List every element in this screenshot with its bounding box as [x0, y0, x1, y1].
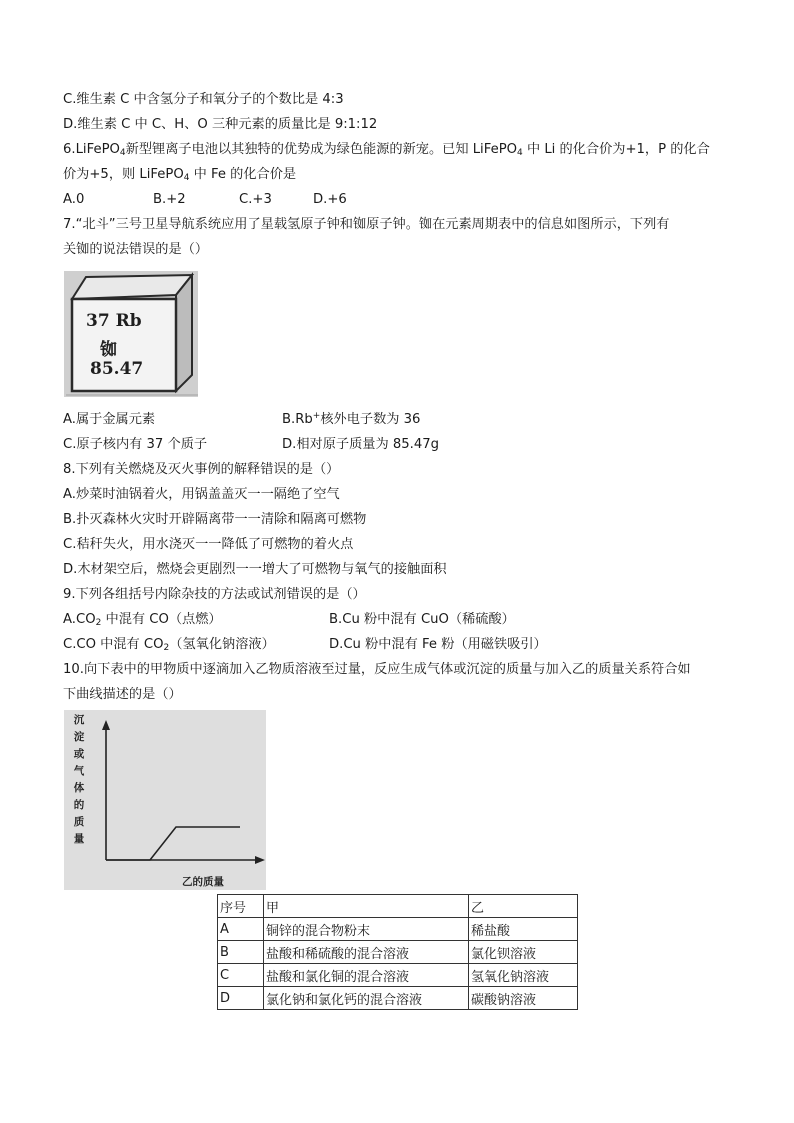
table-header-row [218, 895, 578, 918]
table-row [218, 964, 578, 987]
table-header-cell: 甲 [264, 895, 469, 918]
table-row [218, 987, 578, 1010]
q8-option-d: D.木材架空后，燃烧会更剧烈一一增大了可燃物与氧气的接触面积 [63, 562, 447, 577]
q10-stem-line1: 10.向下表中的甲物质中逐滴加入乙物质溶液至过量，反应生成气体或沉淀的质量与加入乙的质量关系符合如 [63, 662, 691, 677]
q9-stem: 9.下列各组括号内除杂技的方法或试剂错误的是（） [63, 587, 366, 602]
q8-stem: 8.下列有关燃烧及灭火事例的解释错误的是（） [63, 462, 340, 477]
element-name: 铷 [100, 340, 117, 360]
q9-option-d: D.Cu 粉中混有 Fe 粉（用磁铁吸引） [329, 637, 547, 652]
q10-stem-line2: 下曲线描述的是（） [63, 687, 182, 702]
table-row [218, 918, 578, 941]
q8-option-c: C.秸秆失火，用水浇灭一一降低了可燃物的着火点 [63, 537, 354, 552]
table-cell: 盐酸和稀硫酸的混合溶液 [264, 941, 469, 964]
q9-option-c: C.CO 中混有 $CO_2$（氢氧化钠溶液） [63, 637, 275, 653]
q7-options-row2 [63, 435, 439, 455]
table-cell: 铜锌的混合物粉末 [264, 918, 469, 941]
table-cell: 盐酸和氯化铜的混合溶液 [264, 964, 469, 987]
rubidium-element-image [64, 271, 198, 397]
q8-option-a: A.炒菜时油锅着火，用锅盖盖灭一一隔绝了空气 [63, 487, 340, 502]
q6-option-d: D.+6 [313, 192, 347, 207]
table-header-cell: 乙 [469, 895, 578, 918]
table-cell: 氯化钡溶液 [469, 941, 578, 964]
y-axis-label: 沉 淀 或 气 体 的 质 量 [73, 714, 85, 845]
q7-option-d: D.相对原子质量为 85.47g [282, 437, 439, 452]
q6-option-a: A.0 [63, 192, 85, 207]
table-cell: 稀盐酸 [469, 918, 578, 941]
curve-line [106, 827, 240, 860]
table-cell: C [218, 964, 264, 987]
table-cell: 氯化钠和氯化钙的混合溶液 [264, 987, 469, 1010]
q9-options-row2 [63, 635, 547, 655]
reagent-table [217, 894, 578, 1010]
q9-options-row1 [63, 610, 515, 630]
q6-stem-line1: 6.LiFePO$_4$新型锂离子电池以其独特的优势成为绿色能源的新宠。已知 LiFePO$_4$ 中 Li 的化合价为+1，P 的化合 [63, 142, 710, 158]
x-axis-arrow [255, 856, 265, 864]
q7-stem-line2: 关铷的说法错误的是（） [63, 242, 209, 257]
reaction-curve-image [64, 710, 266, 890]
table-cell: D [218, 987, 264, 1010]
q7-stem-line1: 7.“北斗”三号卫星导航系统应用了星载氢原子钟和铷原子钟。铷在元素周期表中的信息如图所示，下列有 [63, 217, 670, 232]
q7-option-c: C.原子核内有 37 个质子 [63, 437, 208, 452]
q6-option-b: B.+2 [153, 192, 186, 207]
element-atomic-mass: 85.47 [90, 359, 144, 379]
q9-option-a: $A.CO_2$ 中混有 CO（点燃） [63, 612, 222, 628]
q5-option-c: C.维生素 C 中含氢分子和氧分子的个数比是 4:3 [63, 92, 344, 107]
y-axis-arrow [102, 720, 110, 730]
q5-option-d: D.维生素 C 中 C、H、O 三种元素的质量比是 9:1:12 [63, 117, 378, 132]
q7-option-b: B.Rb+核外电子数为 36 [282, 411, 421, 427]
q6-stem-line2: 价为+5，则 LiFePO$_4$ 中 Fe 的化合价是 [63, 167, 297, 183]
table-cell: A [218, 918, 264, 941]
x-axis-label: 乙的质量 [182, 876, 224, 888]
q6-options [63, 190, 347, 210]
reaction-curve-drawing [64, 710, 266, 890]
table-header-cell: 序号 [218, 895, 264, 918]
table-cell: 碳酸钠溶液 [469, 987, 578, 1010]
q9-option-b: B.Cu 粉中混有 CuO（稀硫酸） [329, 612, 515, 627]
q7-option-a: A.属于金属元素 [63, 412, 156, 427]
q6-option-c: C.+3 [239, 192, 272, 207]
element-number-symbol: 37 Rb [86, 311, 142, 331]
table-row [218, 941, 578, 964]
table-cell: B [218, 941, 264, 964]
q7-options-row1 [63, 410, 420, 430]
table-cell: 氢氧化钠溶液 [469, 964, 578, 987]
q8-option-b: B.扑灭森林火灾时开辟隔离带一一清除和隔离可燃物 [63, 512, 367, 527]
